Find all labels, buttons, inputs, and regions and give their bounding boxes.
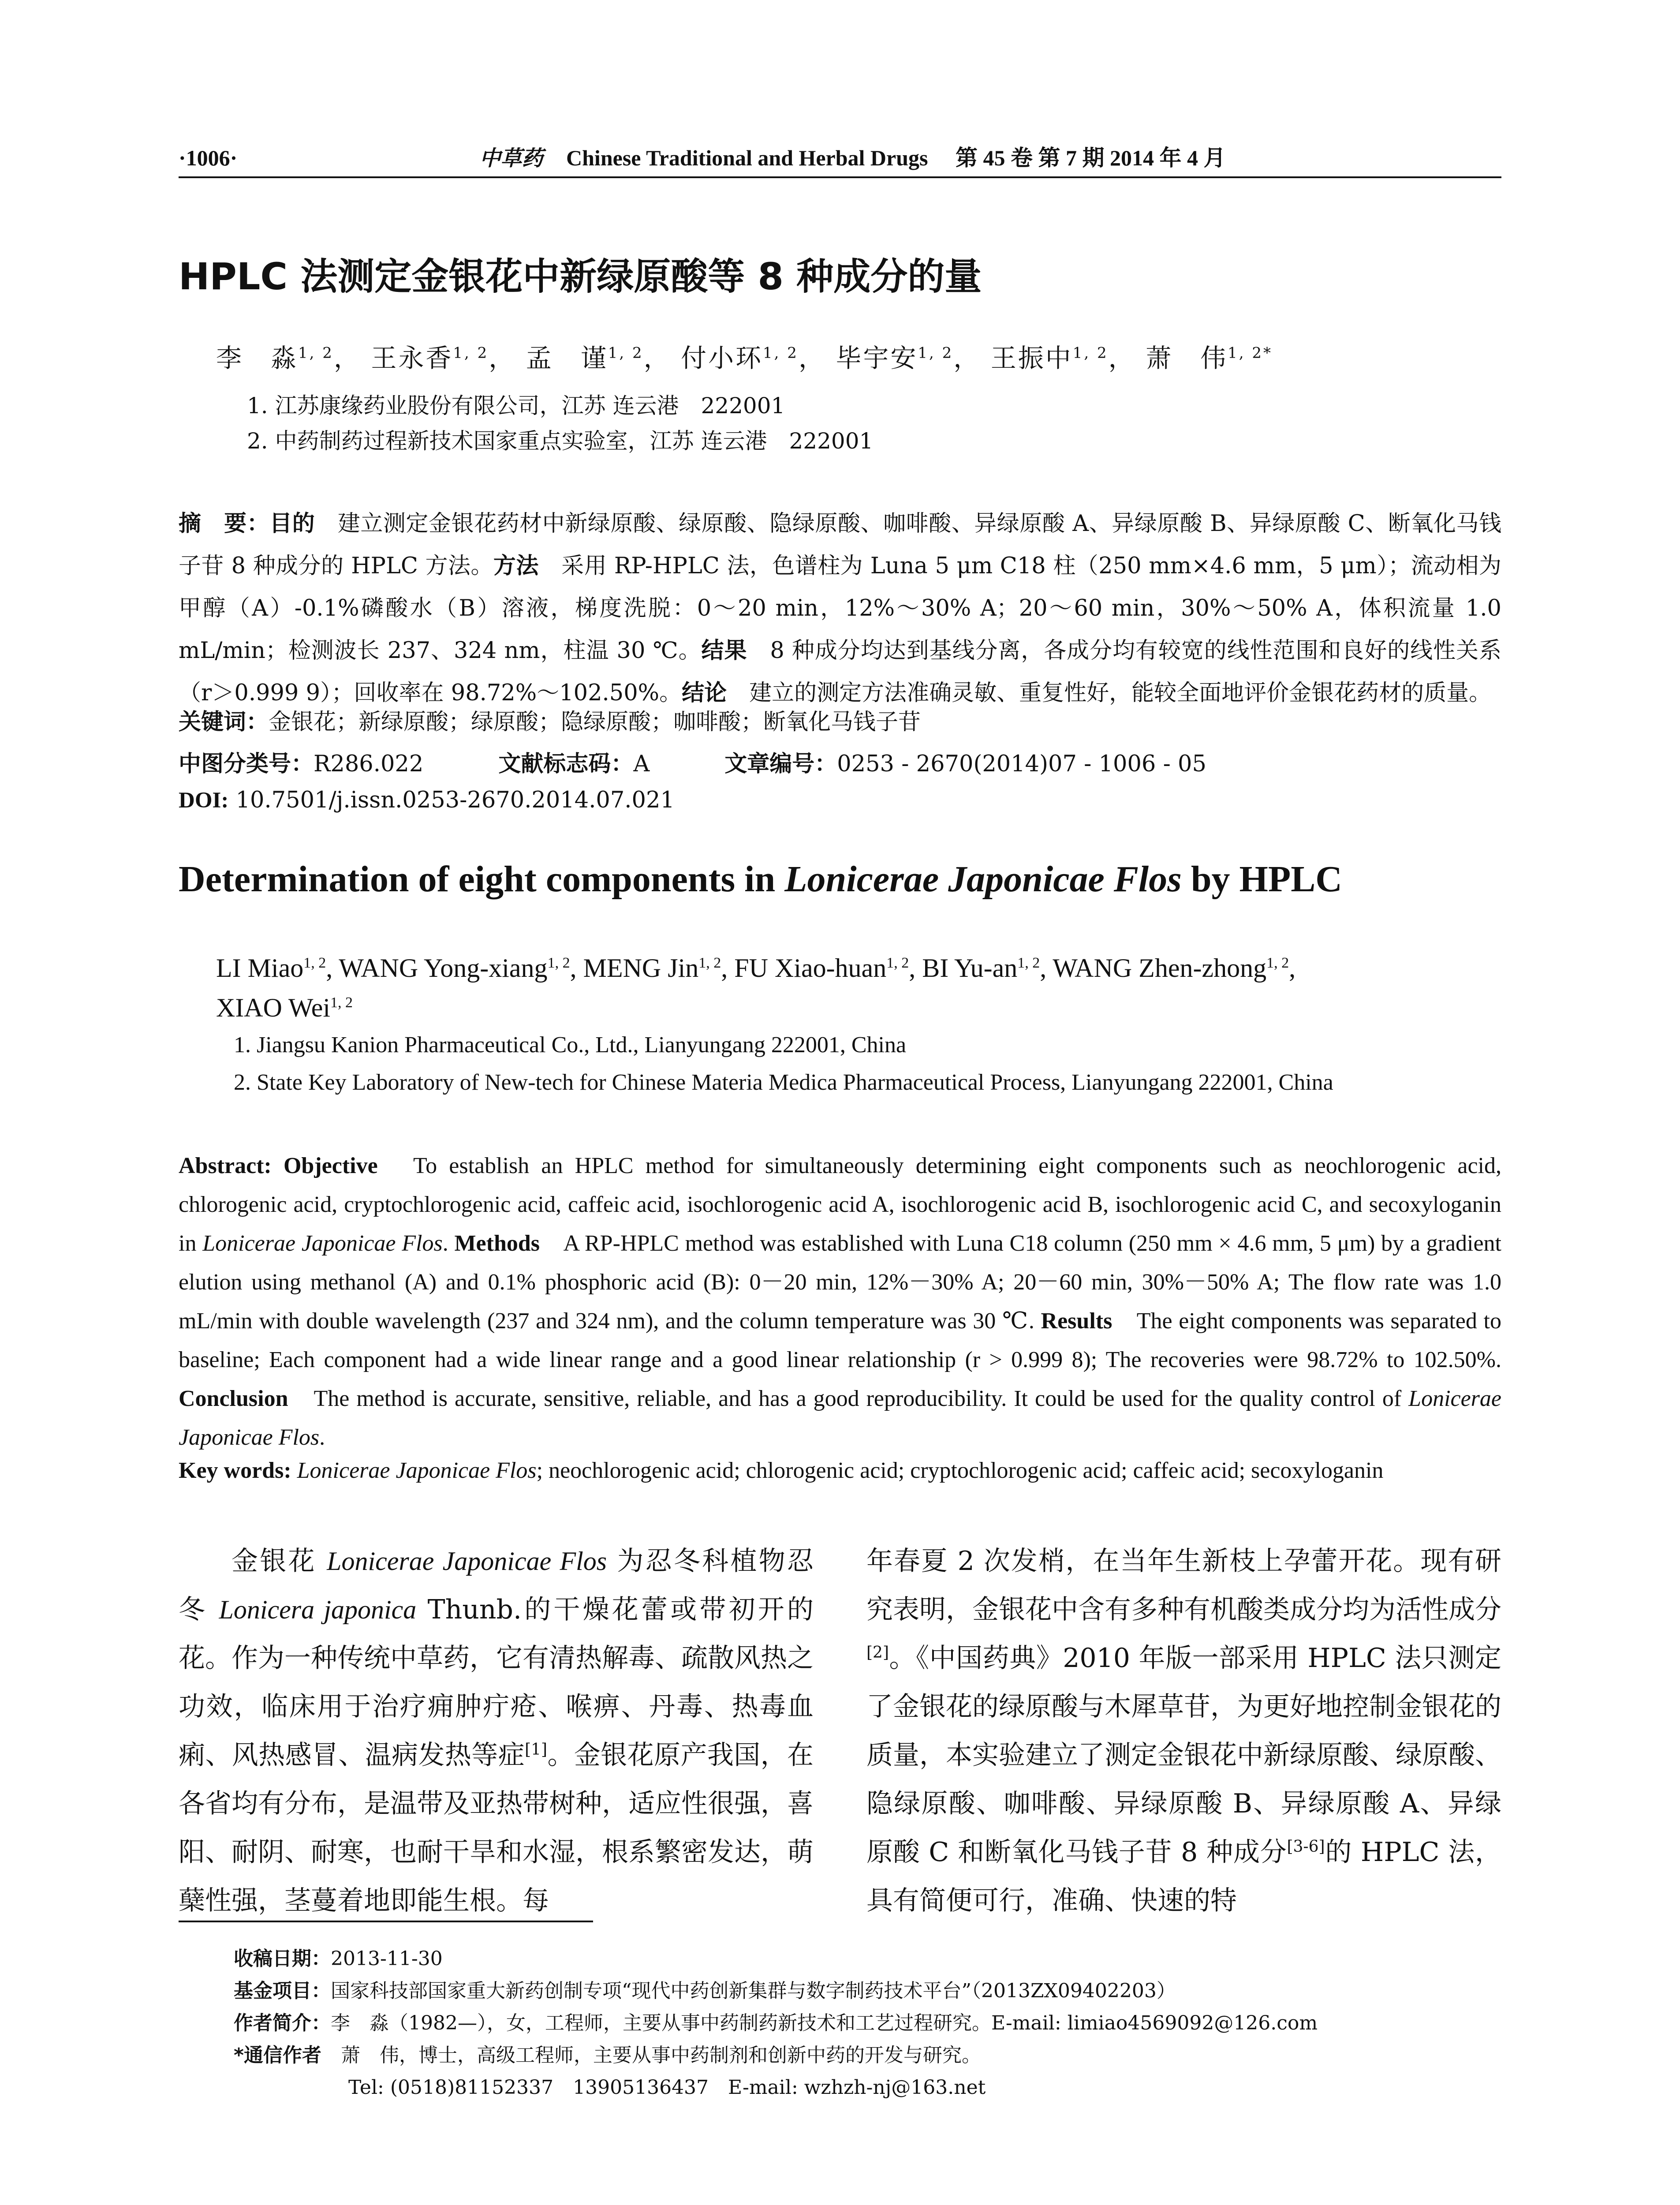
methods-en-label: Methods xyxy=(454,1231,540,1256)
results-en-label: Results xyxy=(1041,1308,1113,1334)
page-number: ·1006· xyxy=(179,146,238,170)
author-cn: 孟 谨 xyxy=(526,343,608,373)
citation-ref[interactable]: [3-6] xyxy=(1287,1838,1325,1856)
author-sup: 1, 2 xyxy=(453,344,489,362)
author-sup: 1, 2 xyxy=(547,955,570,971)
title-cn: HPLC 法测定金银花中新绿原酸等 8 种成分的量 xyxy=(179,255,982,298)
keywords-label: 关键词： xyxy=(179,709,269,735)
authors-en: LI Miao$^{1, 2}$, WANG Yong-xiang$^{1, 2}$, MENG Jin$^{1, 2}$, FU Xiao-huan$^{1, 2}$, BI Yu-an$^{1, 2}$, WANG Zhen-zhong$^{1, 2}$, XIAO Wei$^{1, 2}$ xyxy=(216,953,1296,1022)
footnote-rule xyxy=(179,1921,593,1922)
results-en-text: The eight components was separated to baseline; Each component had a wide linear range and a good linear relationship (r > 0.999 8); The recoveries were 98.72% to 102.50%. xyxy=(179,1308,1501,1372)
results-text: 8 种成分均达到基线分离，各成分均有较宽的线性范围和良好的线性关系（r＞0.999 9）；回收率在 98.72%～102.50%。 xyxy=(179,638,1501,706)
footnote-fund xyxy=(234,1975,1499,2003)
abstract-en-label: Abstract: Objective xyxy=(179,1153,378,1178)
author-en: LI Miao xyxy=(216,953,304,983)
fund-text: 国家科技部国家重大新药创制专项“现代中药创新集群与数字制药技术平台”（2013ZX09402203） xyxy=(331,1980,1176,2002)
author-sup: 1, 2 xyxy=(1017,955,1040,971)
footnote-received xyxy=(234,1943,1499,1971)
doi-label: DOI: xyxy=(179,788,229,813)
abstract-label: 摘 要： xyxy=(179,511,270,537)
doc-code-label: 文献标志码： xyxy=(498,751,634,777)
corresponding-text: 萧 伟，博士，高级工程师，主要从事中药制剂和创新中药的开发与研究。 xyxy=(321,2044,982,2067)
classification-line xyxy=(179,745,1501,778)
keywords-text: 金银花；新绿原酸；绿原酸；隐绿原酸；咖啡酸；断氧化马钱子苷 xyxy=(269,709,921,735)
doi-value[interactable]: 10.7501/j.issn.0253-2670.2014.07.021 xyxy=(235,787,675,813)
affiliation-en-2: 2. State Key Laboratory of New-tech for Chinese Materia Medica Pharmaceutical Process, Lianyungang 222001, China xyxy=(234,1070,1333,1095)
author-sup: 1, 2 xyxy=(330,994,353,1011)
article-number-value: 0253 - 2670(2014)07 - 1006 - 05 xyxy=(837,751,1206,777)
body-text: 的 HPLC 法，具有简便可行，准确、快速的特 xyxy=(866,1837,1501,1916)
author-sup: 1, 2 xyxy=(1072,344,1109,362)
author-cn: 王振中 xyxy=(990,343,1073,373)
fund-label: 基金项目： xyxy=(234,1980,331,2002)
body-italic: Lonicerae Japonicae Flos xyxy=(327,1547,607,1576)
corresponding-label: *通信作者 xyxy=(234,2044,322,2067)
affiliation-en-1: 1. Jiangsu Kanion Pharmaceutical Co., Ltd., Lianyungang 222001, China xyxy=(234,1032,907,1058)
body-column-left xyxy=(179,1537,814,1925)
conclusion-label: 结论 xyxy=(682,680,727,706)
objective-en-text: To establish an HPLC method for simultaneously determining eight components such as neochlorogenic acid, chlorogenic acid, cryptochlorogenic acid, caffeic acid, isochlorogenic acid A, isochlorogenic acid B, isochlorogenic acid C, and secoxyloganin in xyxy=(179,1153,1501,1256)
doi-line xyxy=(179,787,1501,813)
abstract-en xyxy=(179,1147,1501,1457)
conclusion-en-text: The method is accurate, sensitive, reliable, and has a good reproducibility. It could be used for the quality control of xyxy=(288,1386,1409,1411)
conclusion-en-label: Conclusion xyxy=(179,1386,288,1411)
author-sup: 1, 2 xyxy=(698,955,721,971)
keywords-en-italic: Lonicerae Japonicae Flos xyxy=(291,1458,537,1483)
received-date: 2013-11-30 xyxy=(331,1947,443,1970)
footnote-author xyxy=(234,2007,1499,2035)
article-number-label: 文章编号： xyxy=(724,751,837,777)
clc-value: R286.022 xyxy=(314,751,424,777)
methods-en-text: A RP-HPLC method was established with Luna C18 column (250 mm × 4.6 mm, 5 μm) by a gradient elution using methanol (A) and 0.1% phosphoric acid (B): 0－20 min, 12%－30% A; 20－60 min, 30%－50% A; The flow rate was 1.0 mL/min with double wavelength (237 and 324 nm), and the column temperature was 30 ℃. xyxy=(179,1231,1502,1334)
keywords-en-text: ; neochlorogenic acid; chlorogenic acid; cryptochlorogenic acid; caffeic acid; secoxyloganin xyxy=(536,1458,1384,1483)
abstract-cn xyxy=(179,503,1501,714)
author-cn: 毕宇安 xyxy=(836,343,918,373)
affiliation-cn-1: 1. 江苏康缘药业股份有限公司，江苏 连云港 222001 xyxy=(247,393,785,419)
author-sup: 1, 2 xyxy=(298,344,334,362)
running-header xyxy=(179,140,1501,172)
author-sup: 1, 2 xyxy=(763,344,799,362)
received-label: 收稿日期： xyxy=(234,1947,331,1970)
author-bio-label: 作者简介： xyxy=(234,2012,331,2034)
author-en: WANG Yong-xiang xyxy=(339,953,548,983)
author-en: XIAO Wei xyxy=(216,993,331,1022)
issue-info: 第 45 卷 第 7 期 2014 年 4 月 xyxy=(956,146,1226,170)
body-italic: Lonicera japonica xyxy=(219,1595,417,1624)
footnote-contact: Tel: (0518)81152337 13905136437 E-mail: wzhzh-nj@163.net xyxy=(348,2076,986,2099)
author-sup: 1, 2 xyxy=(608,344,644,362)
clc-label: 中图分类号： xyxy=(179,751,314,777)
title-en-italic: Lonicerae Japonicae Flos xyxy=(784,859,1182,900)
doc-code-value: A xyxy=(633,751,650,777)
objective-en-italic: Lonicerae Japonicae Flos xyxy=(202,1231,443,1256)
citation-ref[interactable]: [1] xyxy=(525,1741,548,1759)
keywords-en xyxy=(179,1458,1501,1484)
author-sup: 1, 2 xyxy=(1266,955,1289,971)
conclusion-en-italic: Lonicerae Japonicae Flos xyxy=(179,1386,1501,1450)
author-en: MENG Jin xyxy=(583,953,699,983)
author-en: WANG Zhen-zhong xyxy=(1053,953,1267,983)
author-cn: 萧 伟 xyxy=(1146,343,1228,373)
objective-label: 目的 xyxy=(269,511,315,537)
body-text: Thunb.的干燥花蕾或带初开的花。作为一种传统中草药，它有清热解毒、疏散风热之功效，临床用于治疗痈肿疔疮、喉痹、丹毒、热毒血痢、风热感冒、温病发热等症 xyxy=(179,1594,814,1771)
journal-name-cn: 中草药 xyxy=(479,146,543,171)
title-en xyxy=(179,858,1501,901)
keywords-en-label: Key words: xyxy=(179,1458,291,1483)
objective-en-end: . xyxy=(442,1231,455,1256)
author-cn: 付小环 xyxy=(681,343,763,373)
author-sup: 1, 2 xyxy=(303,955,326,971)
body-text: 。《中国药典》2010 年版一部采用 HPLC 法只测定了金银花的绿原酸与木犀草苷，为更好地控制金银花的质量，本实验建立了测定金银花中新绿原酸、绿原酸、隐绿原酸、咖啡酸、异绿原酸 B、异绿原酸 A、异绿原酸 C 和断氧化马钱子苷 8 种成分 xyxy=(866,1643,1501,1868)
author-bio-text: 李 淼（1982—），女，工程师，主要从事中药制药新技术和工艺过程研究。E-mail: limiao4569092@126.com xyxy=(331,2012,1318,2034)
footnote-corresponding xyxy=(234,2039,1499,2067)
author-cn: 李 淼 xyxy=(216,343,299,373)
objective-text: 建立测定金银花药材中新绿原酸、绿原酸、隐绿原酸、咖啡酸、异绿原酸 A、异绿原酸 B、异绿原酸 C、断氧化马钱子苷 8 种成分的 HPLC 方法。 xyxy=(179,511,1501,579)
author-sup: 1, 2* xyxy=(1228,344,1273,362)
conclusion-text: 建立的测定方法准确灵敏、重复性好，能较全面地评价金银花药材的质量。 xyxy=(727,680,1492,706)
results-label: 结果 xyxy=(701,638,747,664)
body-text: 为忍冬科植物忍冬 xyxy=(179,1546,814,1625)
author-cn: 王永香 xyxy=(371,343,453,373)
citation-ref[interactable]: [2] xyxy=(866,1644,889,1662)
author-en: BI Yu-an xyxy=(922,953,1018,983)
methods-label: 方法 xyxy=(493,553,539,579)
affiliation-cn-2: 2. 中药制药过程新技术国家重点实验室，江苏 连云港 222001 xyxy=(247,428,874,454)
conclusion-en-end: . xyxy=(319,1425,325,1450)
title-en-suffix: by HPLC xyxy=(1181,859,1342,900)
author-en: FU Xiao-huan xyxy=(734,953,887,983)
body-text: 金银花 xyxy=(231,1546,327,1577)
body-column-right xyxy=(866,1537,1501,1925)
title-en-prefix: Determination of eight components in xyxy=(179,859,785,900)
methods-text: 采用 RP-HPLC 法，色谱柱为 Luna 5 μm C18 柱（250 mm×4.6 mm，5 μm）；流动相为甲醇（A）-0.1%磷酸水（B）溶液，梯度洗脱：0～20 min，12%～30% A；20～60 min，30%～50% A，体积流量 1.0 mL/min；检测波长 237、324 nm，柱温 30 ℃。 xyxy=(179,553,1501,664)
authors-cn: 李 淼$^{1, 2}$， 王永香$^{1, 2}$， 孟 谨$^{1, 2}$， 付小环$^{1, 2}$， 毕宇安$^{1, 2}$， 王振中$^{1, 2}$， 萧 伟$^{1, 2*}$ xyxy=(216,343,1273,373)
keywords-cn xyxy=(179,703,1501,736)
author-sup: 1, 2 xyxy=(918,344,954,362)
header-rule xyxy=(179,176,1501,178)
journal-name-en: Chinese Traditional and Herbal Drugs xyxy=(566,146,928,170)
author-sup: 1, 2 xyxy=(886,955,909,971)
body-text: 年春夏 2 次发梢，在当年生新枝上孕蕾开花。现有研究表明，金银花中含有多种有机酸类成分均为活性成分 xyxy=(866,1546,1501,1625)
body-text: 。金银花原产我国，在各省均有分布，是温带及亚热带树种，适应性很强，喜阳、耐阴、耐寒，也耐干旱和水湿，根系繁密发达，萌蘖性强，茎蔓着地即能生根。每 xyxy=(179,1740,814,1916)
